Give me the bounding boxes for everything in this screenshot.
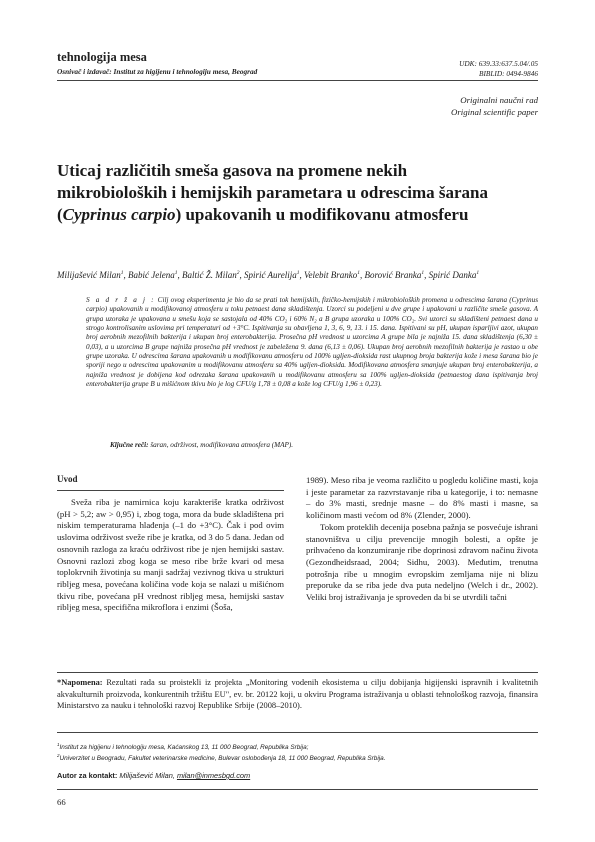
abstract-text: Cilj ovog eksperimenta je bio da se prati tok hemijskih, fizičko-hemijskih i mikrobioloških promena u odrescima šarana (Cyprinus carpio) upakovanih u modifikovanoj atmosferu u toku petnaest dana skladištenja. Uzorci su podeljeni u dve grupe i upakovani u različite smeše gasova. A grupa uzoraka je upakovana u smešu koja se sastojala od 40% CO₂ i 60% N₂ a B grupa uzoraka u 100% CO₂. Svi uzorci su skladišteni petnaest dana u strogo kontrolisanim uslovima pri temperaturi od +3°C. Ispitivanja su obavljena 1, 3, 6, 9, 13. i 15. dana. Ispitivani su pH, ukupan isparljivi azot, ukupan broj aerobnih mezofilnih bakterija i ukupan broj enterobakterija. Prosečna pH vrednost u uzorcima A grupe bila je najniža 15. dana skladištenja (6,30 ± 0,03), a u uzorcima B grupe najniža prosečna pH vrednost je zabeležena 9. dana (6,13 ± 0,06). Ukupan broj aerobnih mezofilnih bakterija je rastao u obe grupe uzoraka. U odrescima šarana upakovanih u modifikovanu atmosferu od 100% ugljen-dioksida rast ukupnog broja bakterija kože i mesa šarana bio je sporiji nego u odrescima upakovanim u modifikovanu atmosferu sa 40% ugljen-dioksida. Modifikovana atmosfera smanjuje ukupan broj enterobakterija, a najniža vrednost je dobijena kod odrezaka šarana upakovanih u modifikovanu atmosferu sa 100% ugljen-dioksida (petnaestog dana ispitivanja broj enterobakterija grupe B u mišićnom tkivu bio je log CFU/g 1,78 ± 0,08 a kože log CFU/g 1,96 ± 0,23). (86, 296, 538, 389)
note-divider-bottom (57, 732, 538, 733)
affiliation-text: Institut za higijenu i tehnologiju mesa, Kaćanskog 13, 11 000 Beograd, Republika Srbija; (59, 744, 309, 752)
title-part-1: Uticaj različitih smeša gasova na promene nekih mikrobioloških i hemijskih parametara u odrescima šarana ( (57, 161, 489, 224)
contact-label: Autor za kontakt: (57, 771, 118, 780)
author-name: Borović Branka (364, 270, 422, 280)
paper-type (451, 95, 538, 118)
contact-email-link[interactable]: milan@inmesbgd.com (176, 771, 251, 780)
classification-codes (459, 59, 538, 79)
author-affiliation-mark: 1 (296, 270, 300, 276)
biblid-code: BIBLID: 0494-9846 (479, 69, 538, 78)
publisher-line: Osnivač i izdavač: Institut za higijenu i tehnologiju mesa, Beograd (57, 67, 258, 76)
title-part-2: ) upakovanih u modifikovanu atmosferu (175, 205, 469, 224)
author-name: Baltić Ž. Milan (181, 270, 237, 280)
udk-code: UDK: 639.33:637.5.04/.05 (459, 59, 538, 68)
author-affiliation-mark: 1 (357, 270, 360, 276)
body-paragraph: Sveža riba je namirnica koju karakteriše kratka održivost (pH > 5,2; aw > 0,95) i, zbog toga, mora da bude skladištena pri niskim temperaturama hlađenja (–1 do +3°C). Čak i pod ovim uslovima održivost sveže ribe je kratka, od 3 do 5 dana. Jedan od osnovnih razloga za kraću održivost ribe je njen hemijski sastav. Osnovni razlozi zbog koga se meso ribe brže kvari od mesa toplokrvnih životinja su manji sadržaj vezivnog tkiva u strukturi ribljeg mesa, povećana količina vode koja se nalazi u mišićnom tkivu ribe, povećana pH vrednost ribljeg mesa, hemijski sastav ribljeg mesa, specifična mikroflora i enzimi (Šoša, (57, 497, 284, 613)
author-name: Milijašević Milan (57, 270, 121, 280)
author-name: Babić Jelena (127, 270, 175, 280)
author-affiliation-mark: 1 (476, 270, 480, 276)
affiliation-mark: 1 (57, 742, 60, 747)
body-paragraph: Tokom proteklih decenija posebna pažnja se posvećuje ishrani stanovništva u cilju prevencije mnogih bolesti, a opšte je prihvaćeno da konzumiranje ribe doprinosi zdravom načinu života (Gezondheidsraad, 2004; Sidhu, 2003). Međutim, trenutna potrošnja ribe u mnogim evropskim zemljama nije ni blizu preporuke da se riba jede dva puta nedeljno (Welch i dr., 2002). Veliki broj istraživanja je sproveden da bi se utvrdili tačni (306, 521, 538, 603)
note-divider-top (57, 672, 538, 673)
funding-note (57, 677, 538, 712)
affiliation-text: Univerzitet u Beogradu, Fakultet veterinarske medicine, Bulevar oslobođenja 18, 11 000 Beograd, Republika Srbija. (59, 755, 386, 763)
footer-divider (57, 789, 538, 790)
keywords-label: Ključne reči: (110, 441, 149, 449)
author-affiliation-mark: 1 (421, 270, 425, 276)
author-name: Spirić Danka (428, 270, 477, 280)
note-text: Rezultati rada su proistekli iz projekta „Monitoring vodenih ekosistema u cilju dobijanja higijenski ispravnih i kvalitetnih akvakulturnih proizvoda, konkurentnih tržištu EU", ev. br. 20122 koji, u okviru Programa istraživanja u oblasti tehnološkog razvoja, finansira Ministarstvo za nauku i tehnološki razvoj Republike Srbije (2008–2010). (57, 678, 539, 711)
paper-title (57, 160, 517, 226)
affiliation-item (57, 741, 538, 752)
author-affiliation-mark: 2 (236, 270, 240, 276)
title-latin-name: Cyprinus carpio (62, 205, 176, 224)
author-affiliation-mark: 1 (174, 270, 178, 276)
affiliations (57, 741, 538, 764)
keywords-text: šaran, održivost, modifikovana atmosfera (MAP). (150, 441, 294, 449)
note-label: *Napomena: (57, 678, 103, 687)
paper-type-sr: Originalni naučni rad (460, 95, 538, 105)
keywords (110, 441, 538, 450)
author-list: Milijašević Milan$^1$, Babić Jelena$^1$, Baltić Ž. Milan$^2$, Spirić Aurelija$^1$, Velebit Branko$^1$, Borović Branka$^1$, Spirić Danka$^1$ (57, 270, 480, 280)
affiliation-mark: 2 (57, 753, 60, 759)
header-divider (57, 80, 538, 81)
journal-name: tehnologija mesa (57, 50, 147, 64)
section-divider (57, 490, 284, 491)
section-title: Uvod (57, 474, 78, 484)
abstract (86, 296, 538, 389)
contact-author (57, 771, 538, 780)
paper-type-en: Original scientific paper (451, 106, 538, 117)
abstract-lead: S a d r ž a j : (86, 296, 156, 304)
contact-name: Milijašević Milan, (119, 771, 175, 780)
body-paragraph: 1989). Meso riba je veoma različito u pogledu količine masti, koja i jeste parametar za razvrstavanje riba u kategorije, i to: nemasne – do 3% masti, srednje masne – do 8% masti i masne, sa količinom masti većom od 8% (Zlender, 2000). (306, 475, 538, 521)
author-affiliation-mark: 1 (120, 270, 124, 276)
page-number: 66 (57, 797, 66, 807)
journal-header (57, 50, 538, 76)
left-column (57, 497, 284, 614)
right-column (306, 475, 538, 604)
author-name: Velebit Branko (303, 270, 358, 280)
author-name: Spirić Aurelija (243, 270, 297, 280)
affiliation-item (57, 752, 538, 763)
